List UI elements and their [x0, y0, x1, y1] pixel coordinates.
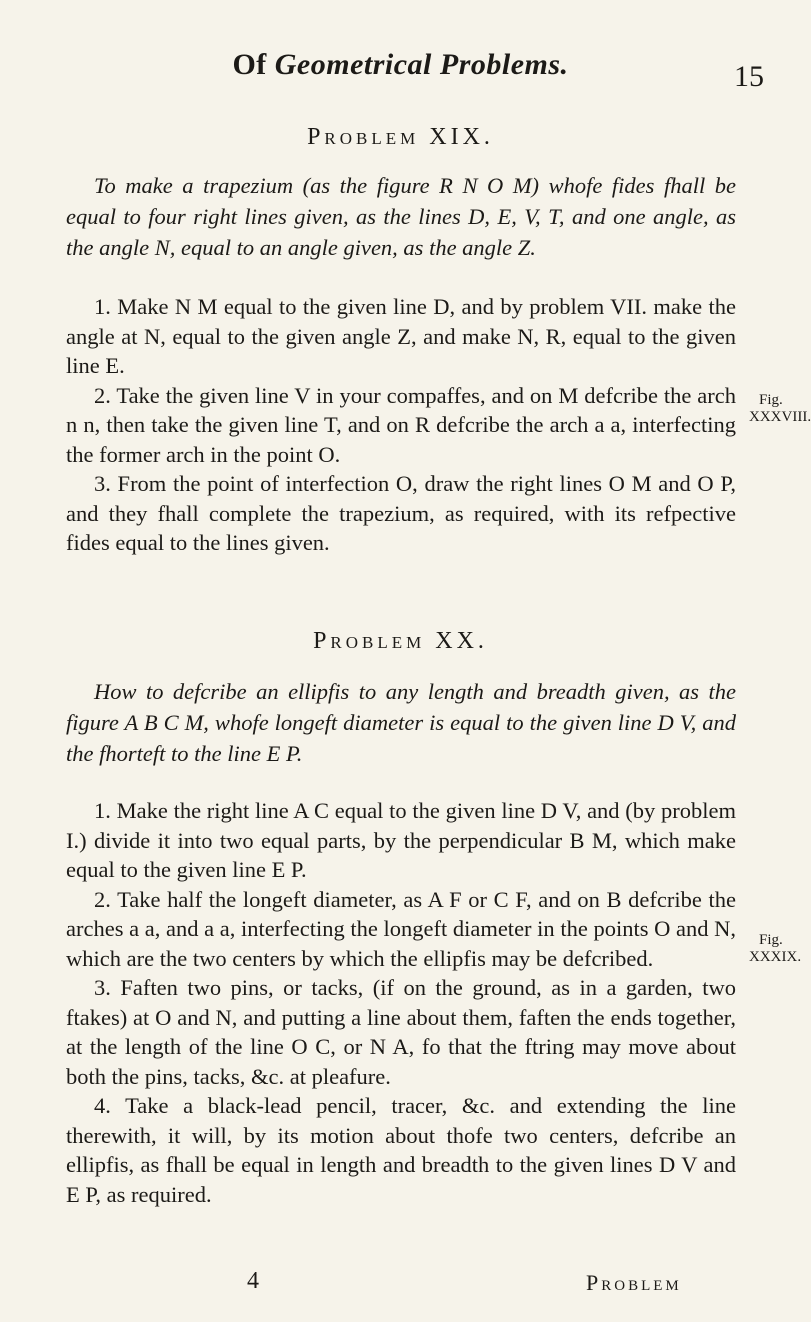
running-head — [0, 48, 801, 82]
problem-20-step-4: 4. Take a black-lead pencil, tracer, &c. and extending the line therewith, it will, by its motion about thofe two centers, defcribe an ellipfis, as fhall be equal in length and breadth to the given lines D V and E P, as required. — [66, 1093, 736, 1207]
problem-20-statement-text: How to defcribe an ellipfis to any length and breadth given, as the figure A B C M, whofe longeft diameter is equal to the given line D V, and the fhorteft to the line E P. — [66, 679, 736, 766]
problem-20-step-1: 1. Make the right line A C equal to the given line D V, and (by problem I.) divide it into two equal parts, by the perpendicular B M, which make equal to the given line E P. — [66, 798, 736, 882]
problem-19-fig-ref — [749, 392, 811, 426]
fig-number: XXXVIII. — [749, 409, 811, 425]
problem-20-title: Problem XX. — [313, 628, 488, 654]
problem-20-statement — [66, 676, 736, 769]
running-head-title: Geometrical Problems. — [274, 48, 569, 81]
signature-mark: 4 — [247, 1268, 259, 1294]
problem-20-steps — [66, 796, 736, 1209]
running-head-prefix: Of — [232, 48, 267, 81]
problem-19-statement-text: To make a trapezium (as the figure R N O M) whofe fides fhall be equal to four right lines given, as the lines D, E, V, T, and one angle, as the angle N, equal to an angle given, as the angle Z. — [66, 173, 736, 260]
problem-20-fig-ref — [749, 932, 805, 966]
problem-19-step-2: 2. Take the given line V in your compaffes, and on M defcribe the arch n n, then take the given line T, and on R defcribe the arch a a, interfecting the former arch in the point O. — [66, 382, 736, 467]
problem-19-statement — [66, 170, 736, 263]
problem-19-steps — [66, 292, 736, 558]
page-number: 15 — [734, 60, 764, 93]
catchword: Problem — [586, 1270, 682, 1295]
problem-20-step-2: 2. Take half the longeft diameter, as A F or C F, and on B defcribe the arches a a, and a a, interfecting the longeft diameter in the points O and N, which are the two centers by which the ellipfis may be defcribed. — [66, 886, 736, 971]
fig-number: XXXIX. — [749, 949, 802, 965]
fig-label: Fig. — [759, 392, 783, 408]
problem-19-step-1: 1. Make N M equal to the given line D, and by problem VII. make the angle at N, equal to the given angle Z, and make N, R, equal to the given line E. — [66, 294, 736, 378]
problem-20-step-3: 3. Faften two pins, or tacks, (if on the ground, as in a garden, two ftakes) at O and N, and putting a line about them, faften the ends together, at the length of the line O C, or N A, fo that the ftring may move about both the pins, tacks, &c. at pleafure. — [66, 975, 736, 1089]
problem-19-title: Problem XIX. — [307, 124, 494, 150]
fig-label: Fig. — [759, 932, 783, 948]
problem-19-step-3: 3. From the point of interfection O, draw the right lines O M and O P, and they fhall complete the trapezium, as required, with its refpective fides equal to the lines given. — [66, 471, 736, 555]
